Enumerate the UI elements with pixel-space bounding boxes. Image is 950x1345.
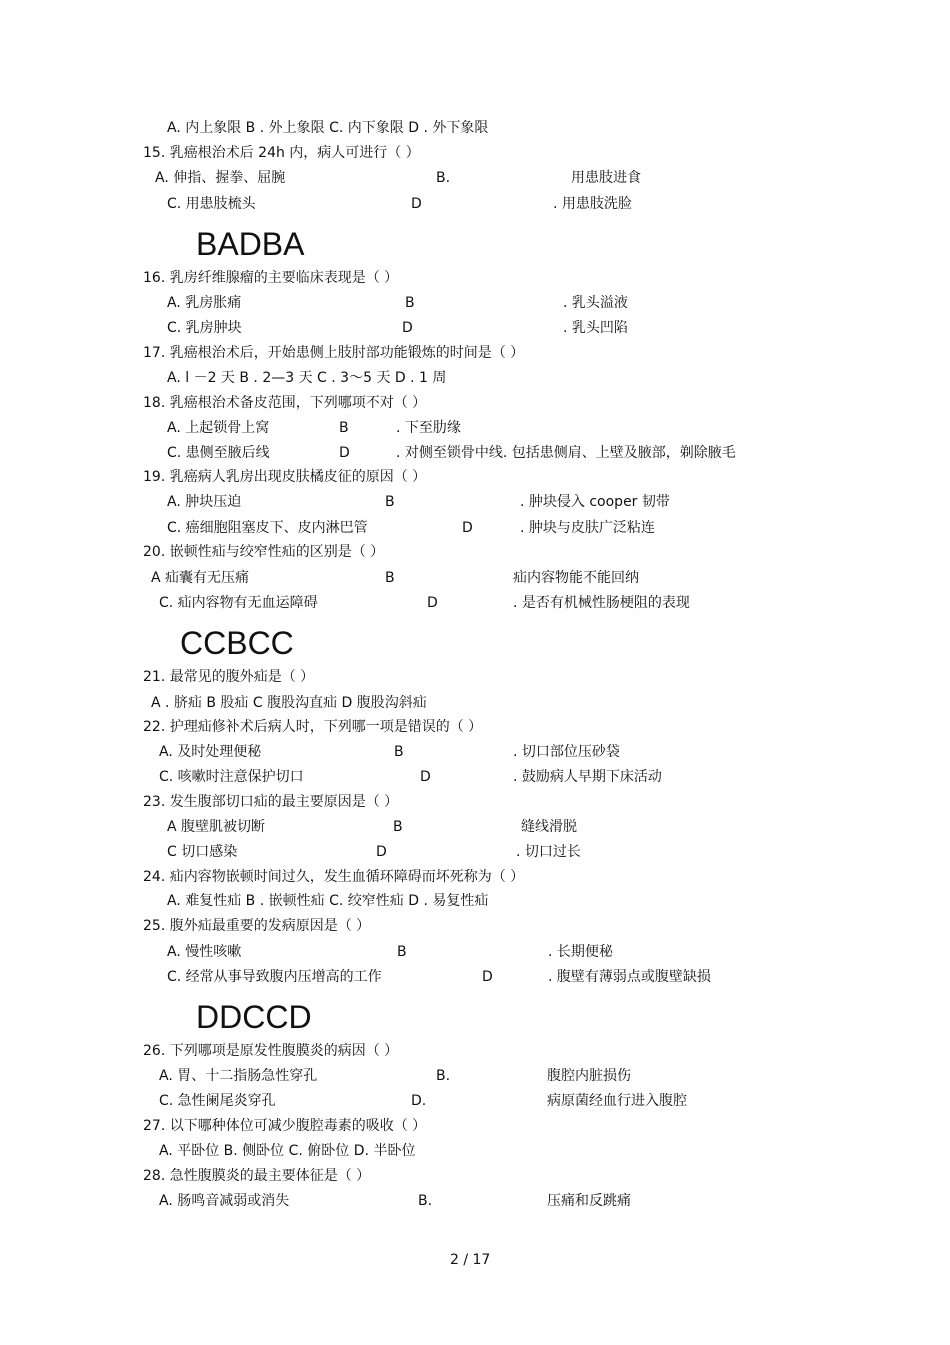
text-line-q18c-part1: D xyxy=(339,445,350,461)
text-line-q23c-part2: . 切口过长 xyxy=(516,844,581,860)
text-line-q18c-part2: . 对侧至锁骨中线. 包括患侧肩、上壁及腋部，剃除腋毛 xyxy=(396,445,736,461)
text-line-q25: 25. 腹外疝最重要的发病原因是（ ） xyxy=(143,918,371,934)
text-line-q24a: A. 难复性疝 B . 嵌顿性疝 C. 绞窄性疝 D . 易复性疝 xyxy=(167,893,489,909)
text-line-q28: 28. 急性腹膜炎的最主要体征是（ ） xyxy=(143,1168,371,1184)
text-line-q26c-part1: D. xyxy=(411,1093,427,1109)
text-line-q17: 17. 乳癌根治术后，开始患侧上肢肘部功能锻炼的时间是（ ） xyxy=(143,345,525,361)
text-line-q21a: A . 脐疝 B 股疝 C 腹股沟直疝 D 腹股沟斜疝 xyxy=(151,695,427,711)
answer-key-1: BADBA xyxy=(196,226,305,262)
text-line-q22c-part2: . 鼓励病人早期下床活动 xyxy=(513,769,662,785)
text-line-q19a-part0: A. 肿块压迫 xyxy=(167,494,242,510)
text-line-q26a-part1: B. xyxy=(436,1068,451,1084)
text-line-q22a-part0: A. 及时处理便秘 xyxy=(159,744,262,760)
text-line-q22a-part1: B xyxy=(394,744,404,760)
text-line-q19: 19. 乳癌病人乳房出现皮肤橘皮征的原因（ ） xyxy=(143,469,427,485)
text-line-q26c-part2: 病原菌经血行进入腹腔 xyxy=(547,1093,687,1109)
text-line-q25a-part1: B xyxy=(397,944,407,960)
text-line-q16c-part0: C. 乳房肿块 xyxy=(167,320,242,336)
text-line-q16a-part1: B xyxy=(405,295,415,311)
text-line-q15c-part1: D xyxy=(411,196,422,212)
text-line-q15: 15. 乳癌根治术后 24h 内，病人可进行（ ） xyxy=(143,145,420,161)
text-line-q20c-part0: C. 疝内容物有无血运障碍 xyxy=(159,595,318,611)
answer-key-2: CCBCC xyxy=(180,625,294,661)
text-line-q23c-part0: C 切口感染 xyxy=(167,844,238,860)
text-line-q27: 27. 以下哪种体位可减少腹腔毒素的吸收（ ） xyxy=(143,1118,427,1134)
text-line-q28a-part0: A. 肠鸣音减弱或消失 xyxy=(159,1193,290,1209)
text-line-q25a-part2: . 长期便秘 xyxy=(548,944,613,960)
text-line-q22a-part2: . 切口部位压砂袋 xyxy=(513,744,620,760)
text-line-q24: 24. 疝内容物嵌顿时间过久，发生血循环障碍而坏死称为（ ） xyxy=(143,869,525,885)
text-line-q17a: A. l －2 天 B . 2—3 天 C . 3～5 天 D . 1 周 xyxy=(167,370,447,386)
text-line-q15a-part2: 用患肢进食 xyxy=(571,170,641,186)
text-line-q26c-part0: C. 急性阑尾炎穿孔 xyxy=(159,1093,276,1109)
text-line-q20c-part2: . 是否有机械性肠梗阻的表现 xyxy=(513,595,690,611)
text-line-q20a-part0: A 疝囊有无压痛 xyxy=(151,570,250,586)
text-line-q18: 18. 乳癌根治术备皮范围，下列哪项不对（ ） xyxy=(143,395,427,411)
text-line-q16c-part1: D xyxy=(402,320,413,336)
text-line-q19c-part2: . 肿块与皮肤广泛粘连 xyxy=(520,520,655,536)
text-line-q16c-part2: . 乳头凹陷 xyxy=(563,320,628,336)
text-line-q19c-part1: D xyxy=(462,520,473,536)
text-line-q19a-part2: . 肿块侵入 cooper 韧带 xyxy=(520,494,670,510)
text-line-q22c-part1: D xyxy=(420,769,431,785)
text-line-q26: 26. 下列哪项是原发性腹膜炎的病因（ ） xyxy=(143,1043,399,1059)
text-line-q15c-part2: . 用患肢洗脸 xyxy=(553,196,632,212)
text-line-q23: 23. 发生腹部切口疝的最主要原因是（ ） xyxy=(143,794,399,810)
text-line-q23a-part2: 缝线滑脱 xyxy=(521,819,577,835)
text-line-q18c-part0: C. 患侧至腋后线 xyxy=(167,445,270,461)
text-line-q26a-part0: A. 胃、十二指肠急性穿孔 xyxy=(159,1068,318,1084)
text-line-q15c-part0: C. 用患肢梳头 xyxy=(167,196,256,212)
text-line-q20a-part2: 疝内容物能不能回纳 xyxy=(513,570,639,586)
text-line-q19a-part1: B xyxy=(385,494,395,510)
text-line-q20: 20. 嵌顿性疝与绞窄性疝的区别是（ ） xyxy=(143,544,385,560)
text-line-q18a-part1: B xyxy=(339,420,349,436)
text-line-q22: 22. 护理疝修补术后病人时，下列哪一项是错误的（ ） xyxy=(143,719,483,735)
text-line-q25a-part0: A. 慢性咳嗽 xyxy=(167,944,242,960)
text-line-q28a-part2: 压痛和反跳痛 xyxy=(547,1193,631,1209)
text-line-q23a-part0: A 腹壁肌被切断 xyxy=(167,819,266,835)
text-line-q20a-part1: B xyxy=(385,570,395,586)
text-line-l1: A. 内上象限 B . 外上象限 C. 内下象限 D . 外下象限 xyxy=(167,120,489,136)
page-number: 2 / 17 xyxy=(450,1252,491,1268)
text-line-q16a-part2: . 乳头溢液 xyxy=(563,295,628,311)
text-line-q25c-part2: . 腹壁有薄弱点或腹壁缺损 xyxy=(548,969,711,985)
text-line-q16: 16. 乳房纤维腺瘤的主要临床表现是（ ） xyxy=(143,270,399,286)
text-line-q15a-part1: B. xyxy=(436,170,451,186)
text-line-q23a-part1: B xyxy=(393,819,403,835)
text-line-q20c-part1: D xyxy=(427,595,438,611)
text-line-q25c-part0: C. 经常从事导致腹内压增高的工作 xyxy=(167,969,382,985)
answer-key-3: DDCCD xyxy=(196,999,312,1035)
text-line-q26a-part2: 腹腔内脏损伤 xyxy=(547,1068,631,1084)
text-line-q28a-part1: B. xyxy=(418,1193,433,1209)
text-line-q19c-part0: C. 癌细胞阻塞皮下、皮内淋巴管 xyxy=(167,520,368,536)
text-line-q21: 21. 最常见的腹外疝是（ ） xyxy=(143,669,315,685)
text-line-q15a-part0: A. 伸指、握拳、屈腕 xyxy=(155,170,286,186)
text-line-q18a-part2: . 下至肋缘 xyxy=(396,420,461,436)
text-line-q16a-part0: A. 乳房胀痛 xyxy=(167,295,242,311)
text-line-q25c-part1: D xyxy=(482,969,493,985)
text-line-q27a: A. 平卧位 B. 侧卧位 C. 俯卧位 D. 半卧位 xyxy=(159,1143,416,1159)
text-line-q22c-part0: C. 咳嗽时注意保护切口 xyxy=(159,769,304,785)
text-line-q18a-part0: A. 上起锁骨上窝 xyxy=(167,420,270,436)
text-line-q23c-part1: D xyxy=(376,844,387,860)
